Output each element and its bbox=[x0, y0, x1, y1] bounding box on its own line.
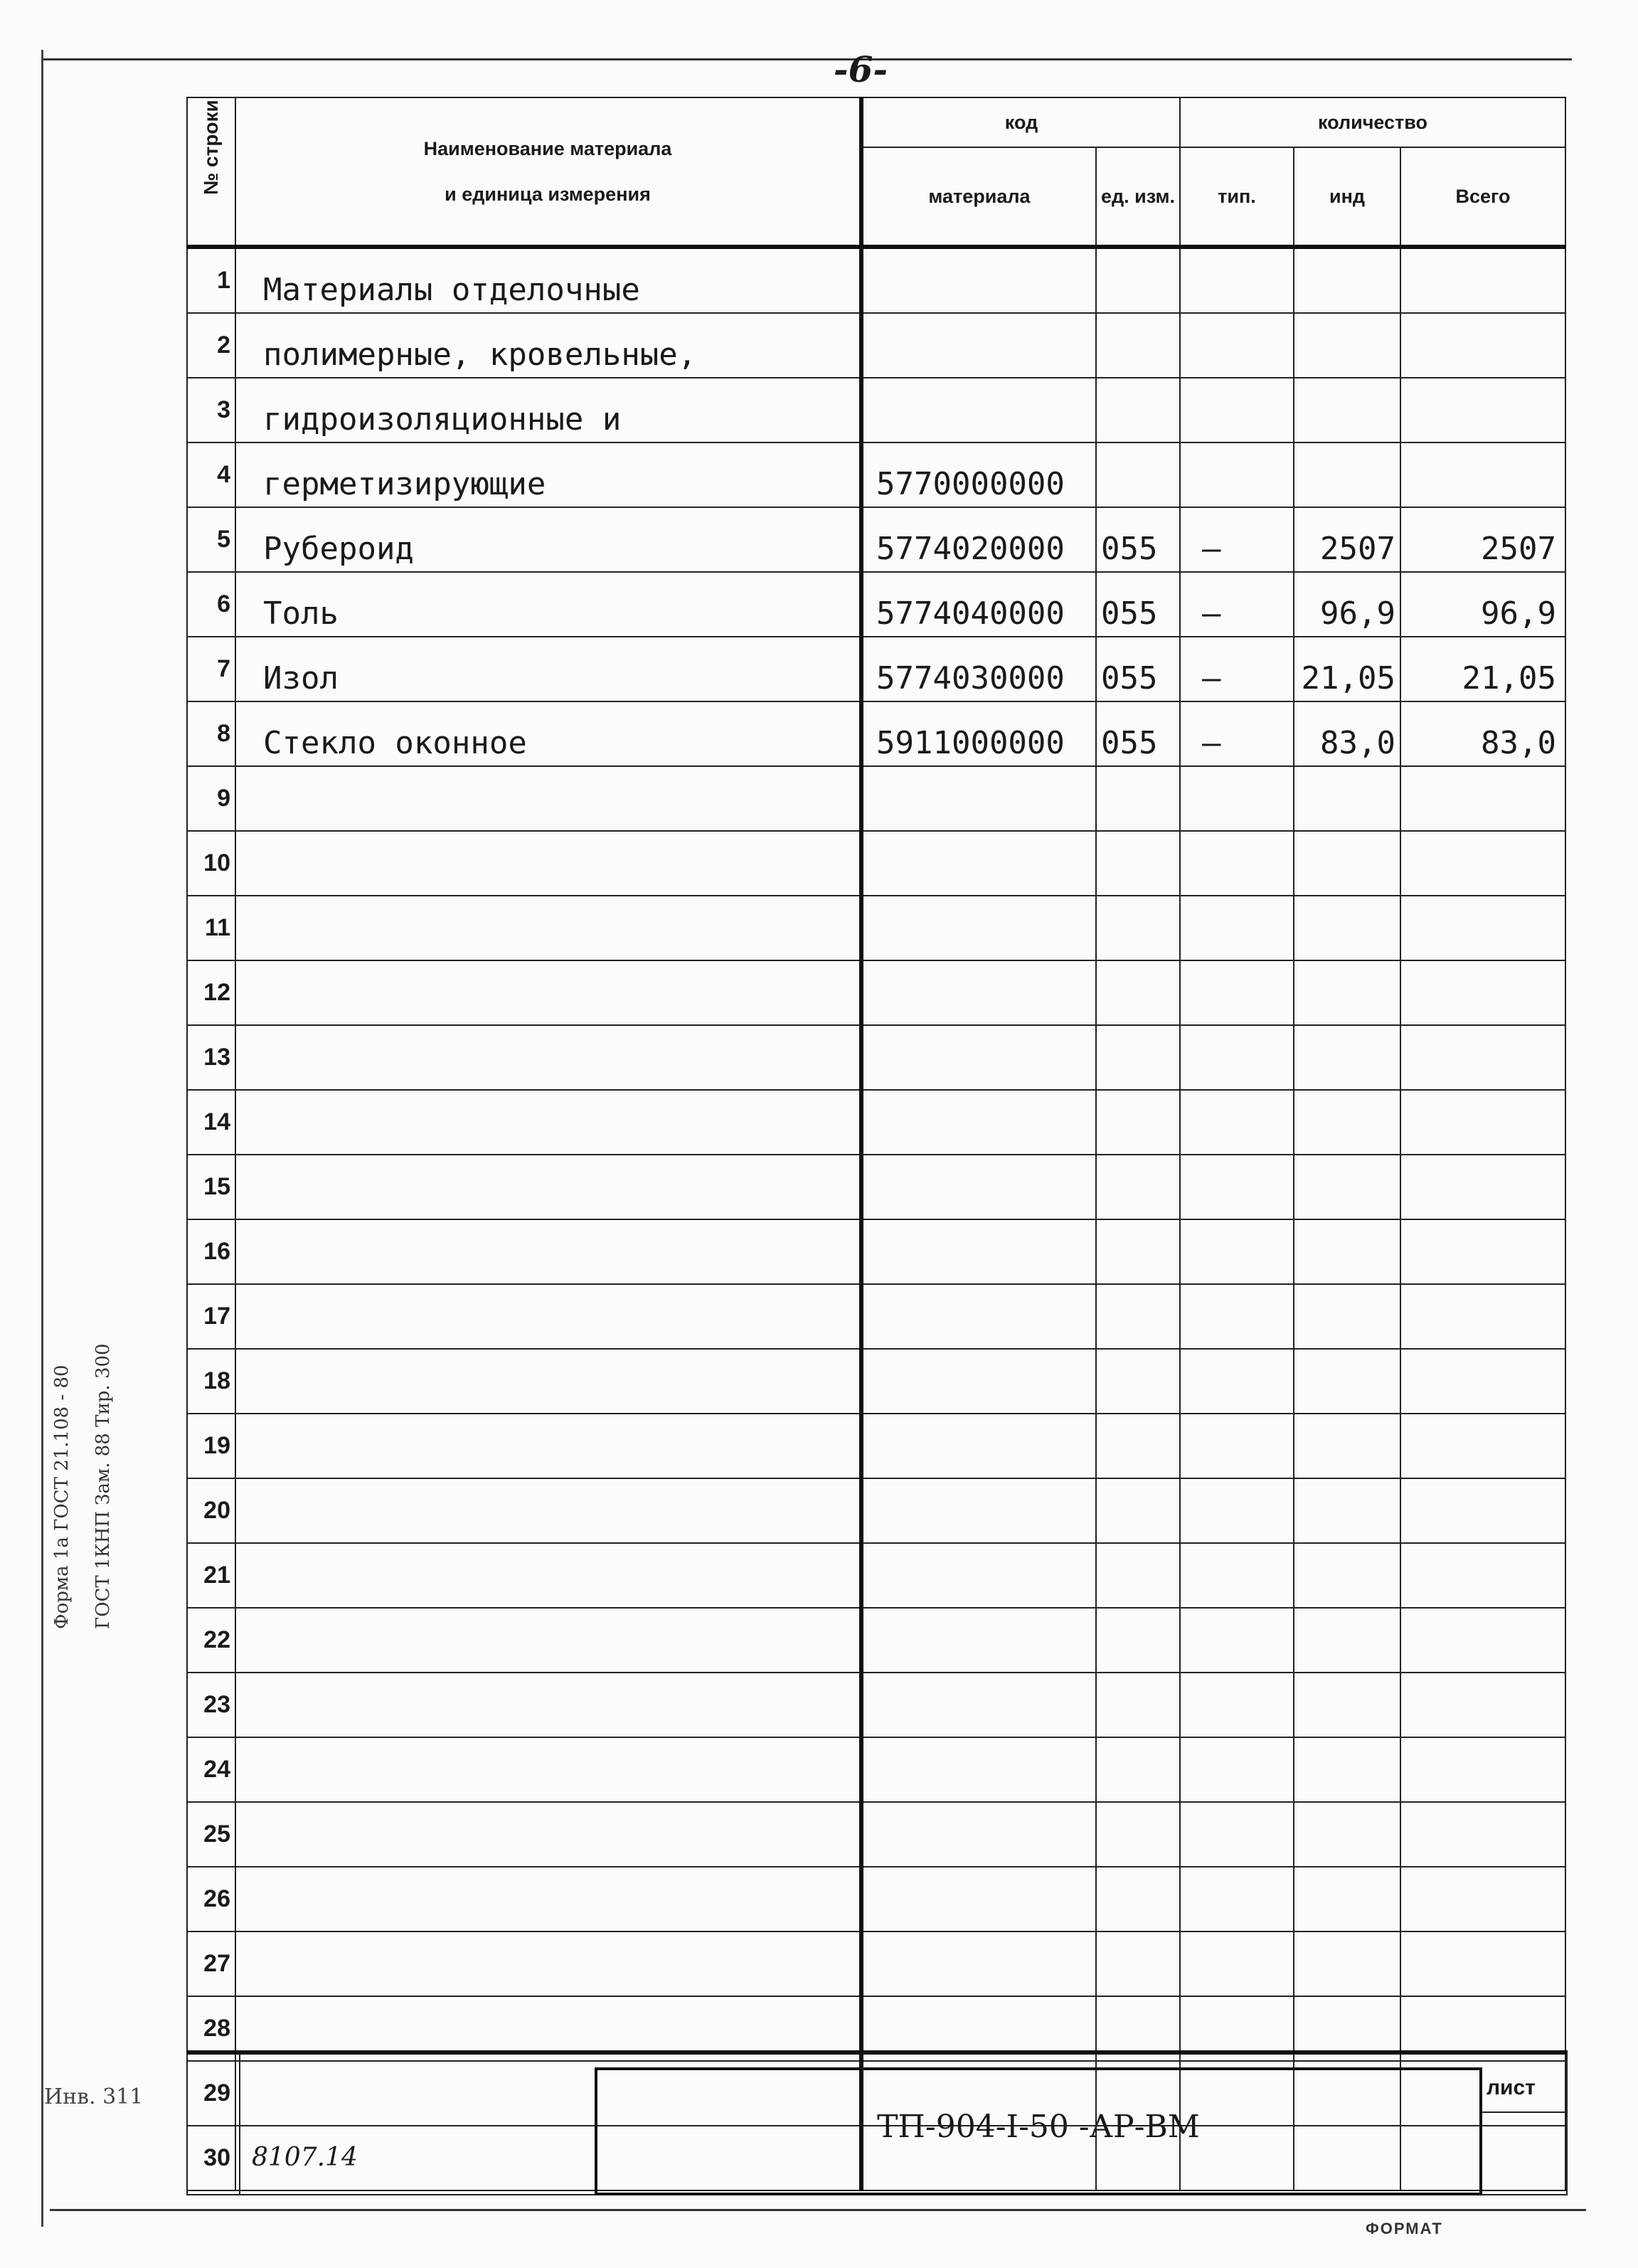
table-row bbox=[187, 378, 1565, 443]
qty-ind: 2507 bbox=[1294, 507, 1400, 572]
unit-code bbox=[1096, 1155, 1180, 1219]
qty-ind bbox=[1294, 1673, 1400, 1737]
unit-code bbox=[1096, 1349, 1180, 1414]
materials-table bbox=[186, 97, 1566, 2191]
qty-ind bbox=[1294, 766, 1400, 831]
frame-left-line bbox=[41, 50, 43, 2227]
material-name bbox=[235, 1673, 861, 1737]
header-quantity-group: количество bbox=[1180, 97, 1565, 147]
qty-typ bbox=[1180, 896, 1294, 960]
header-row-number: № строки bbox=[187, 97, 235, 247]
qty-typ bbox=[1180, 378, 1294, 443]
material-code bbox=[861, 378, 1096, 443]
qty-total bbox=[1400, 1284, 1565, 1349]
unit-code bbox=[1096, 766, 1180, 831]
handwritten-note: 8107.14 bbox=[252, 2143, 358, 2172]
unit-code bbox=[1096, 247, 1180, 313]
unit-code bbox=[1096, 960, 1180, 1025]
header-qty-ind: инд bbox=[1294, 147, 1400, 247]
table-row bbox=[187, 1802, 1565, 1867]
unit-code: 055 bbox=[1096, 701, 1180, 766]
material-code bbox=[861, 1155, 1096, 1219]
qty-typ bbox=[1180, 313, 1294, 378]
row-number: 24 bbox=[187, 1737, 235, 1802]
side-print-label: ГОСТ 1КНП Зам. 88 Тир. 300 bbox=[92, 1343, 114, 1629]
table-row bbox=[187, 1155, 1565, 1219]
qty-total bbox=[1400, 1155, 1565, 1219]
qty-typ bbox=[1180, 1478, 1294, 1543]
frame-bottom-line bbox=[50, 2209, 1586, 2211]
qty-ind bbox=[1294, 1414, 1400, 1478]
qty-ind bbox=[1294, 1090, 1400, 1155]
material-name bbox=[235, 1608, 861, 1673]
side-form-label: Форма 1а ГОСТ 21.108 - 80 bbox=[51, 1364, 73, 1629]
unit-code bbox=[1096, 1284, 1180, 1349]
sheet-box bbox=[1479, 2067, 1568, 2190]
qty-ind bbox=[1294, 1802, 1400, 1867]
row-number: 28 bbox=[187, 1996, 235, 2061]
qty-ind bbox=[1294, 1478, 1400, 1543]
material-name bbox=[235, 766, 861, 831]
material-code bbox=[861, 1802, 1096, 1867]
qty-typ bbox=[1180, 1802, 1294, 1867]
row-number: 20 bbox=[187, 1478, 235, 1543]
row-number: 19 bbox=[187, 1414, 235, 1478]
qty-typ bbox=[1180, 1543, 1294, 1608]
qty-ind bbox=[1294, 1349, 1400, 1414]
table-row bbox=[187, 831, 1565, 896]
material-name bbox=[235, 1478, 861, 1543]
row-number: 6 bbox=[187, 572, 235, 637]
qty-ind bbox=[1294, 1608, 1400, 1673]
side-stamp bbox=[41, 1231, 141, 1629]
qty-typ bbox=[1180, 1090, 1294, 1155]
material-name bbox=[235, 1025, 861, 1090]
title-block bbox=[186, 2050, 1568, 2195]
material-name bbox=[235, 960, 861, 1025]
row-number: 17 bbox=[187, 1284, 235, 1349]
row-number: 5 bbox=[187, 507, 235, 572]
material-code bbox=[861, 1414, 1096, 1478]
unit-code bbox=[1096, 1478, 1180, 1543]
qty-typ bbox=[1180, 1673, 1294, 1737]
qty-total bbox=[1400, 1349, 1565, 1414]
qty-ind bbox=[1294, 1543, 1400, 1608]
unit-code bbox=[1096, 1608, 1180, 1673]
material-name: Изол bbox=[235, 637, 861, 701]
qty-typ: – bbox=[1180, 507, 1294, 572]
qty-total bbox=[1400, 1414, 1565, 1478]
material-name bbox=[235, 1543, 861, 1608]
qty-typ bbox=[1180, 766, 1294, 831]
unit-code bbox=[1096, 313, 1180, 378]
material-code: 5774030000 bbox=[861, 637, 1096, 701]
row-number: 26 bbox=[187, 1867, 235, 1931]
table-row bbox=[187, 247, 1565, 313]
material-name bbox=[235, 1737, 861, 1802]
qty-total bbox=[1400, 1543, 1565, 1608]
row-number: 22 bbox=[187, 1608, 235, 1673]
header-qty-total: Всего bbox=[1400, 147, 1565, 247]
table-row bbox=[187, 313, 1565, 378]
qty-ind: 83,0 bbox=[1294, 701, 1400, 766]
row-number: 11 bbox=[187, 896, 235, 960]
material-code bbox=[861, 766, 1096, 831]
row-number: 23 bbox=[187, 1673, 235, 1737]
material-code bbox=[861, 1025, 1096, 1090]
header-code-unit: ед. изм. bbox=[1096, 147, 1180, 247]
material-name bbox=[235, 1414, 861, 1478]
material-code: 5770000000 bbox=[861, 443, 1096, 507]
table-row bbox=[187, 1673, 1565, 1737]
qty-total bbox=[1400, 896, 1565, 960]
row-number: 8 bbox=[187, 701, 235, 766]
qty-ind bbox=[1294, 896, 1400, 960]
table-row bbox=[187, 1025, 1565, 1090]
qty-total bbox=[1400, 1737, 1565, 1802]
unit-code bbox=[1096, 1673, 1180, 1737]
unit-code: 055 bbox=[1096, 637, 1180, 701]
sheet-label: лист bbox=[1487, 2076, 1536, 2099]
row-number: 25 bbox=[187, 1802, 235, 1867]
material-name: Рубероид bbox=[235, 507, 861, 572]
qty-ind: 96,9 bbox=[1294, 572, 1400, 637]
unit-code bbox=[1096, 443, 1180, 507]
table-body bbox=[187, 247, 1565, 2190]
qty-total bbox=[1400, 766, 1565, 831]
material-code bbox=[861, 1543, 1096, 1608]
material-code bbox=[861, 1867, 1096, 1931]
qty-ind bbox=[1294, 313, 1400, 378]
material-name bbox=[235, 1155, 861, 1219]
unit-code bbox=[1096, 1090, 1180, 1155]
qty-typ bbox=[1180, 960, 1294, 1025]
qty-typ bbox=[1180, 831, 1294, 896]
row-number: 13 bbox=[187, 1025, 235, 1090]
table-row bbox=[187, 1284, 1565, 1349]
qty-total bbox=[1400, 378, 1565, 443]
header-code-group: код bbox=[861, 97, 1180, 147]
table-row bbox=[187, 896, 1565, 960]
qty-typ: – bbox=[1180, 701, 1294, 766]
qty-total: 2507 bbox=[1400, 507, 1565, 572]
table-row bbox=[187, 1931, 1565, 1996]
row-number: 9 bbox=[187, 766, 235, 831]
qty-total bbox=[1400, 1673, 1565, 1737]
qty-total bbox=[1400, 1608, 1565, 1673]
material-name: Толь bbox=[235, 572, 861, 637]
table-row bbox=[187, 701, 1565, 766]
qty-typ bbox=[1180, 1349, 1294, 1414]
row-number: 21 bbox=[187, 1543, 235, 1608]
inventory-label: Инв. 311 bbox=[44, 2084, 144, 2109]
table-row bbox=[187, 1543, 1565, 1608]
format-label: ФОРМАТ bbox=[1366, 2220, 1443, 2237]
qty-total bbox=[1400, 247, 1565, 313]
table-row bbox=[187, 1608, 1565, 1673]
row-number: 15 bbox=[187, 1155, 235, 1219]
material-code bbox=[861, 313, 1096, 378]
table-row bbox=[187, 637, 1565, 701]
qty-total: 96,9 bbox=[1400, 572, 1565, 637]
qty-ind: 21,05 bbox=[1294, 637, 1400, 701]
qty-ind bbox=[1294, 1155, 1400, 1219]
qty-ind bbox=[1294, 247, 1400, 313]
material-code bbox=[861, 896, 1096, 960]
material-code bbox=[861, 1608, 1096, 1673]
material-name bbox=[235, 1802, 861, 1867]
table-row bbox=[187, 507, 1565, 572]
row-number: 4 bbox=[187, 443, 235, 507]
unit-code bbox=[1096, 1414, 1180, 1478]
material-name bbox=[235, 1867, 861, 1931]
material-name: Стекло оконное bbox=[235, 701, 861, 766]
page-number: -6- bbox=[833, 48, 888, 90]
qty-total: 83,0 bbox=[1400, 701, 1565, 766]
material-name: гидроизоляционные и bbox=[235, 378, 861, 443]
qty-ind bbox=[1294, 1284, 1400, 1349]
qty-total bbox=[1400, 313, 1565, 378]
document-code-box bbox=[595, 2067, 1482, 2195]
material-name bbox=[235, 896, 861, 960]
material-name bbox=[235, 1284, 861, 1349]
table-row bbox=[187, 1737, 1565, 1802]
unit-code bbox=[1096, 1867, 1180, 1931]
material-name: герметизирующие bbox=[235, 443, 861, 507]
qty-typ bbox=[1180, 1025, 1294, 1090]
table-row bbox=[187, 1414, 1565, 1478]
qty-total bbox=[1400, 831, 1565, 896]
unit-code bbox=[1096, 1802, 1180, 1867]
table-row bbox=[187, 766, 1565, 831]
qty-total bbox=[1400, 1931, 1565, 1996]
qty-ind bbox=[1294, 443, 1400, 507]
qty-ind bbox=[1294, 1931, 1400, 1996]
table-row bbox=[187, 1349, 1565, 1414]
table-row bbox=[187, 960, 1565, 1025]
unit-code bbox=[1096, 378, 1180, 443]
material-name bbox=[235, 1219, 861, 1284]
qty-ind bbox=[1294, 831, 1400, 896]
material-name bbox=[235, 1349, 861, 1414]
qty-typ bbox=[1180, 1284, 1294, 1349]
unit-code bbox=[1096, 1931, 1180, 1996]
material-name: полимерные, кровельные, bbox=[235, 313, 861, 378]
material-code: 5911000000 bbox=[861, 701, 1096, 766]
table-row bbox=[187, 443, 1565, 507]
row-number: 18 bbox=[187, 1349, 235, 1414]
material-name: Материалы отделочные bbox=[235, 247, 861, 313]
qty-typ bbox=[1180, 1867, 1294, 1931]
header-name: Наименование материала и единица измерения bbox=[235, 97, 861, 247]
material-code bbox=[861, 1931, 1096, 1996]
unit-code bbox=[1096, 1025, 1180, 1090]
material-name bbox=[235, 1090, 861, 1155]
qty-typ bbox=[1180, 443, 1294, 507]
document-code: ТП-904-I-50 -АР-ВМ bbox=[877, 2109, 1200, 2145]
material-name bbox=[235, 831, 861, 896]
row-number: 27 bbox=[187, 1931, 235, 1996]
material-code bbox=[861, 960, 1096, 1025]
qty-typ: – bbox=[1180, 572, 1294, 637]
qty-typ bbox=[1180, 247, 1294, 313]
material-code bbox=[861, 1673, 1096, 1737]
table-row bbox=[187, 1219, 1565, 1284]
qty-ind bbox=[1294, 1737, 1400, 1802]
row-number: 7 bbox=[187, 637, 235, 701]
qty-ind bbox=[1294, 960, 1400, 1025]
unit-code bbox=[1096, 896, 1180, 960]
qty-ind bbox=[1294, 1025, 1400, 1090]
qty-total: 21,05 bbox=[1400, 637, 1565, 701]
table-row bbox=[187, 1867, 1565, 1931]
material-code bbox=[861, 247, 1096, 313]
unit-code bbox=[1096, 831, 1180, 896]
qty-ind bbox=[1294, 378, 1400, 443]
unit-code bbox=[1096, 1543, 1180, 1608]
table-row bbox=[187, 1090, 1565, 1155]
material-code: 5774040000 bbox=[861, 572, 1096, 637]
material-code bbox=[861, 1219, 1096, 1284]
unit-code bbox=[1096, 1737, 1180, 1802]
row-number: 29 bbox=[187, 2061, 235, 2126]
qty-total bbox=[1400, 1219, 1565, 1284]
unit-code: 055 bbox=[1096, 507, 1180, 572]
qty-typ bbox=[1180, 1608, 1294, 1673]
header-code-material: материала bbox=[861, 147, 1096, 247]
material-code bbox=[861, 1284, 1096, 1349]
unit-code: 055 bbox=[1096, 572, 1180, 637]
qty-typ bbox=[1180, 1737, 1294, 1802]
qty-total bbox=[1400, 1090, 1565, 1155]
title-block-divider bbox=[239, 2055, 240, 2194]
qty-total bbox=[1400, 443, 1565, 507]
row-number: 2 bbox=[187, 313, 235, 378]
qty-typ: – bbox=[1180, 637, 1294, 701]
row-number: 14 bbox=[187, 1090, 235, 1155]
sheet-divider bbox=[1482, 2111, 1568, 2113]
material-code: 5774020000 bbox=[861, 507, 1096, 572]
row-number: 16 bbox=[187, 1219, 235, 1284]
qty-typ bbox=[1180, 1931, 1294, 1996]
row-number: 12 bbox=[187, 960, 235, 1025]
material-code bbox=[861, 1737, 1096, 1802]
qty-total bbox=[1400, 960, 1565, 1025]
header-qty-typ: тип. bbox=[1180, 147, 1294, 247]
row-number: 3 bbox=[187, 378, 235, 443]
material-code bbox=[861, 1478, 1096, 1543]
qty-total bbox=[1400, 1802, 1565, 1867]
qty-ind bbox=[1294, 1867, 1400, 1931]
unit-code bbox=[1096, 1219, 1180, 1284]
row-number: 30 bbox=[187, 2126, 235, 2190]
qty-total bbox=[1400, 1478, 1565, 1543]
row-number: 1 bbox=[187, 247, 235, 313]
table-row bbox=[187, 1478, 1565, 1543]
qty-total bbox=[1400, 1025, 1565, 1090]
material-name bbox=[235, 1931, 861, 1996]
qty-total bbox=[1400, 1867, 1565, 1931]
material-code bbox=[861, 1349, 1096, 1414]
qty-typ bbox=[1180, 1155, 1294, 1219]
material-code bbox=[861, 831, 1096, 896]
qty-typ bbox=[1180, 1414, 1294, 1478]
row-number: 10 bbox=[187, 831, 235, 896]
table-row bbox=[187, 572, 1565, 637]
qty-ind bbox=[1294, 1219, 1400, 1284]
qty-typ bbox=[1180, 1219, 1294, 1284]
material-code bbox=[861, 1090, 1096, 1155]
